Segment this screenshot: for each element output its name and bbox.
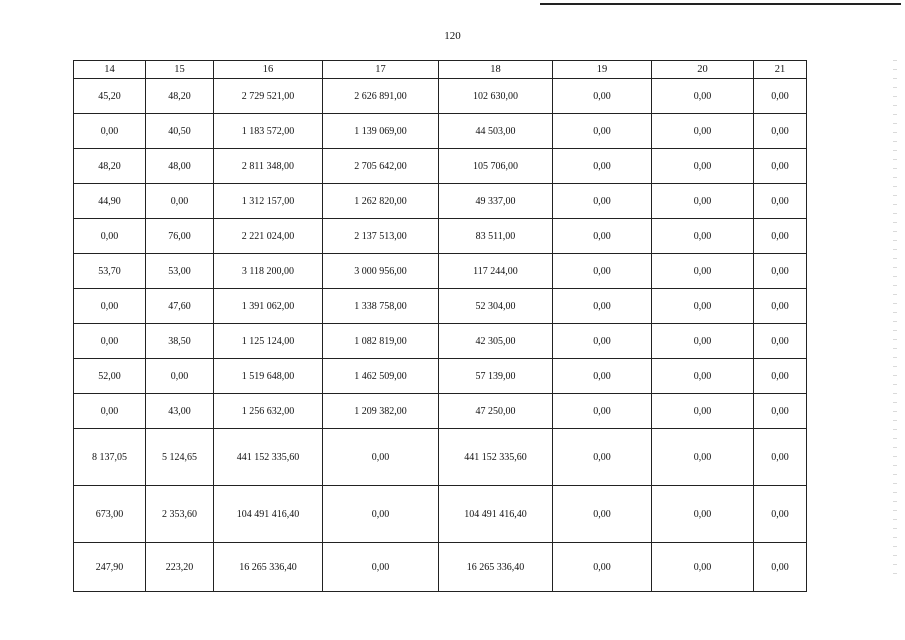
table-cell: 0,00 — [754, 219, 807, 254]
table-cell: 53,70 — [74, 254, 146, 289]
table-cell: 0,00 — [652, 149, 754, 184]
table-cell: 0,00 — [553, 429, 652, 486]
table-cell: 0,00 — [553, 149, 652, 184]
table-cell: 47,60 — [146, 289, 214, 324]
table-row — [74, 429, 807, 486]
table-cell: 0,00 — [652, 184, 754, 219]
table-row — [74, 79, 807, 114]
column-header-15: 15 — [146, 61, 214, 79]
table-cell: 0,00 — [652, 219, 754, 254]
table-cell: 0,00 — [553, 79, 652, 114]
table-cell: 0,00 — [754, 114, 807, 149]
page-number: 120 — [444, 30, 461, 42]
table-cell: 2 729 521,00 — [214, 79, 323, 114]
table-cell: 0,00 — [652, 429, 754, 486]
table-cell: 0,00 — [323, 429, 439, 486]
table-cell: 0,00 — [754, 79, 807, 114]
table-cell: 0,00 — [74, 289, 146, 324]
table-cell: 0,00 — [652, 543, 754, 592]
table-row — [74, 184, 807, 219]
data-table — [73, 60, 807, 592]
table-cell: 0,00 — [74, 394, 146, 429]
table-cell: 48,20 — [74, 149, 146, 184]
table-cell: 2 811 348,00 — [214, 149, 323, 184]
table-cell: 5 124,65 — [146, 429, 214, 486]
table-cell: 105 706,00 — [439, 149, 553, 184]
table-cell: 76,00 — [146, 219, 214, 254]
table-cell: 1 312 157,00 — [214, 184, 323, 219]
table-cell: 44 503,00 — [439, 114, 553, 149]
header-row — [74, 61, 807, 79]
table-cell: 0,00 — [652, 114, 754, 149]
table-cell: 8 137,05 — [74, 429, 146, 486]
table-cell: 1 262 820,00 — [323, 184, 439, 219]
table-cell: 1 125 124,00 — [214, 324, 323, 359]
table-cell: 673,00 — [74, 486, 146, 543]
table-row — [74, 114, 807, 149]
table-cell: 1 209 382,00 — [323, 394, 439, 429]
table-cell: 0,00 — [74, 324, 146, 359]
table-cell: 0,00 — [754, 184, 807, 219]
table-cell: 441 152 335,60 — [439, 429, 553, 486]
table-cell: 0,00 — [754, 543, 807, 592]
table-cell: 0,00 — [652, 486, 754, 543]
top-horizontal-rule — [540, 3, 901, 5]
table-row — [74, 289, 807, 324]
table-cell: 40,50 — [146, 114, 214, 149]
table-cell: 0,00 — [652, 254, 754, 289]
table-cell: 0,00 — [754, 324, 807, 359]
table-cell: 104 491 416,40 — [439, 486, 553, 543]
table-cell: 83 511,00 — [439, 219, 553, 254]
table-cell: 52,00 — [74, 359, 146, 394]
table-cell: 0,00 — [553, 359, 652, 394]
table-cell: 0,00 — [652, 289, 754, 324]
table-cell: 38,50 — [146, 324, 214, 359]
table-cell: 0,00 — [553, 486, 652, 543]
table-cell: 2 137 513,00 — [323, 219, 439, 254]
table-cell: 45,20 — [74, 79, 146, 114]
table-cell: 3 000 956,00 — [323, 254, 439, 289]
table-cell: 441 152 335,60 — [214, 429, 323, 486]
table-cell: 0,00 — [754, 429, 807, 486]
table-cell: 1 462 509,00 — [323, 359, 439, 394]
table-row — [74, 543, 807, 592]
table-cell: 0,00 — [553, 219, 652, 254]
table-cell: 48,00 — [146, 149, 214, 184]
column-header-17: 17 — [323, 61, 439, 79]
table-cell: 0,00 — [323, 486, 439, 543]
table-row — [74, 219, 807, 254]
table-body — [74, 79, 807, 592]
table-cell: 0,00 — [553, 543, 652, 592]
table-cell: 1 082 819,00 — [323, 324, 439, 359]
table-cell: 0,00 — [146, 359, 214, 394]
table-cell: 102 630,00 — [439, 79, 553, 114]
table-cell: 53,00 — [146, 254, 214, 289]
table-cell: 0,00 — [146, 184, 214, 219]
table-row — [74, 254, 807, 289]
table-cell: 0,00 — [754, 486, 807, 543]
column-header-20: 20 — [652, 61, 754, 79]
table-cell: 0,00 — [553, 324, 652, 359]
table-cell: 57 139,00 — [439, 359, 553, 394]
table-cell: 0,00 — [652, 79, 754, 114]
table-cell: 0,00 — [553, 114, 652, 149]
table-row — [74, 324, 807, 359]
scan-margin-artifact — [893, 60, 897, 580]
table-cell: 2 705 642,00 — [323, 149, 439, 184]
table-row — [74, 486, 807, 543]
table-cell: 0,00 — [553, 394, 652, 429]
table-cell: 2 221 024,00 — [214, 219, 323, 254]
table-cell: 0,00 — [74, 219, 146, 254]
table-cell: 0,00 — [754, 254, 807, 289]
column-header-14: 14 — [74, 61, 146, 79]
table-cell: 1 338 758,00 — [323, 289, 439, 324]
table-cell: 3 118 200,00 — [214, 254, 323, 289]
table-cell: 104 491 416,40 — [214, 486, 323, 543]
table-cell: 52 304,00 — [439, 289, 553, 324]
table-row — [74, 149, 807, 184]
table-cell: 0,00 — [754, 149, 807, 184]
column-header-18: 18 — [439, 61, 553, 79]
table-cell: 117 244,00 — [439, 254, 553, 289]
table-cell: 0,00 — [323, 543, 439, 592]
table-cell: 1 139 069,00 — [323, 114, 439, 149]
table-row — [74, 359, 807, 394]
table-cell: 1 256 632,00 — [214, 394, 323, 429]
table-cell: 2 353,60 — [146, 486, 214, 543]
table-cell: 2 626 891,00 — [323, 79, 439, 114]
table-cell: 0,00 — [553, 289, 652, 324]
table-cell: 1 183 572,00 — [214, 114, 323, 149]
table-cell: 48,20 — [146, 79, 214, 114]
table-cell: 0,00 — [754, 289, 807, 324]
table-cell: 42 305,00 — [439, 324, 553, 359]
table-cell: 1 391 062,00 — [214, 289, 323, 324]
table-cell: 49 337,00 — [439, 184, 553, 219]
column-header-19: 19 — [553, 61, 652, 79]
table-cell: 0,00 — [553, 254, 652, 289]
table-cell: 0,00 — [652, 359, 754, 394]
column-header-21: 21 — [754, 61, 807, 79]
table-cell: 0,00 — [652, 394, 754, 429]
table-row — [74, 394, 807, 429]
table-cell: 0,00 — [74, 114, 146, 149]
table-cell: 1 519 648,00 — [214, 359, 323, 394]
table-cell: 247,90 — [74, 543, 146, 592]
table-cell: 16 265 336,40 — [214, 543, 323, 592]
table-cell: 0,00 — [754, 359, 807, 394]
column-header-16: 16 — [214, 61, 323, 79]
table-cell: 43,00 — [146, 394, 214, 429]
table-cell: 44,90 — [74, 184, 146, 219]
table-cell: 47 250,00 — [439, 394, 553, 429]
table-cell: 0,00 — [652, 324, 754, 359]
table-cell: 223,20 — [146, 543, 214, 592]
table-cell: 0,00 — [553, 184, 652, 219]
table-cell: 16 265 336,40 — [439, 543, 553, 592]
table-cell: 0,00 — [754, 394, 807, 429]
